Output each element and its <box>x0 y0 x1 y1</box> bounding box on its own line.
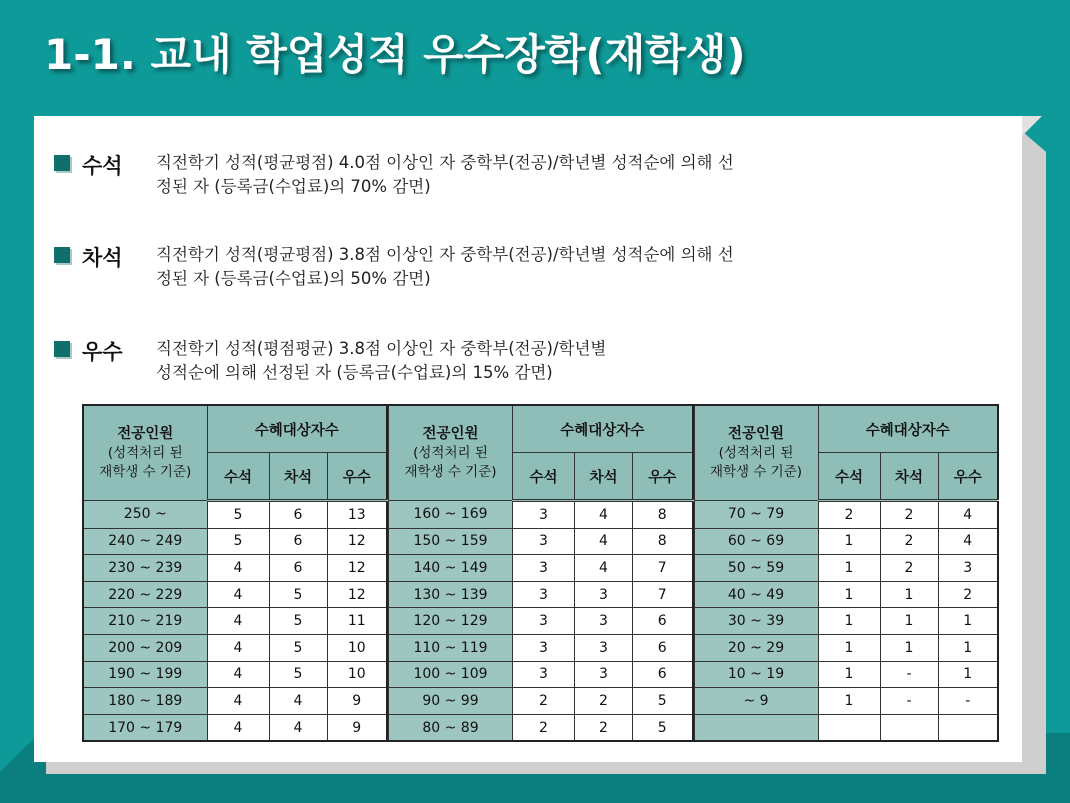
second-place-count: 5 <box>269 634 327 661</box>
range-header-sub: (성적처리 된 <box>413 444 488 461</box>
table-row <box>389 661 693 688</box>
square-bullet-icon <box>54 341 70 357</box>
first-place-header: 수석 <box>818 453 880 501</box>
table-row <box>83 608 387 635</box>
scholarship-tables <box>82 404 999 742</box>
range-header-sub: 재학생 수 기준) <box>709 463 803 480</box>
table-row <box>83 714 387 741</box>
table-row <box>389 581 693 608</box>
first-place-count: 2 <box>513 688 575 715</box>
first-place-count: 1 <box>818 555 880 582</box>
table-row <box>83 581 387 608</box>
merit-count: 5 <box>633 714 693 741</box>
second-place-count: 4 <box>269 714 327 741</box>
first-place-count: 1 <box>818 528 880 555</box>
first-place-count: 4 <box>207 714 269 741</box>
item-label: 차석 <box>82 246 123 270</box>
second-place-count <box>880 714 938 741</box>
second-place-count: 3 <box>575 581 633 608</box>
second-place-count: 4 <box>575 528 633 555</box>
item-label: 우수 <box>82 340 123 364</box>
description-line: 직전학기 성적(평균평점) 3.8점 이상인 자 중학부(전공)/학년별 성적순에 의해 선 <box>156 245 734 264</box>
description-line: 성적순에 의해 선정된 자 (등록금(수업료)의 15% 감면) <box>156 363 553 382</box>
table-row <box>389 714 693 741</box>
merit-count: 4 <box>938 501 998 529</box>
range-header-sub: (성적처리 된 <box>107 444 183 461</box>
merit-count: 2 <box>938 581 998 608</box>
first-place-count: 5 <box>207 501 269 529</box>
description-line: 정된 자 (등록금(수업료)의 70% 감면) <box>156 177 431 196</box>
range-cell: 120 ~ 129 <box>389 608 513 635</box>
first-place-count: 1 <box>818 581 880 608</box>
first-place-count: 3 <box>513 528 575 555</box>
range-header <box>694 405 818 501</box>
merit-count: 1 <box>938 661 998 688</box>
first-place-count: 4 <box>207 555 269 582</box>
range-cell: 220 ~ 229 <box>83 581 207 608</box>
range-cell: 20 ~ 29 <box>694 634 818 661</box>
second-place-count: 4 <box>575 555 633 582</box>
range-cell: 30 ~ 39 <box>694 608 818 635</box>
merit-count: 9 <box>327 688 387 715</box>
first-place-count: 2 <box>513 714 575 741</box>
merit-header: 우수 <box>938 453 998 501</box>
square-bullet-icon <box>54 247 70 263</box>
recipients-table <box>82 404 388 742</box>
description-line: 직전학기 성적(평균평점) 4.0점 이상인 자 중학부(전공)/학년별 성적순에 의해 선 <box>156 153 734 172</box>
second-place-count: 1 <box>880 634 938 661</box>
table-row <box>83 528 387 555</box>
second-place-count: 1 <box>880 608 938 635</box>
table-row <box>389 608 693 635</box>
second-place-count: 3 <box>575 661 633 688</box>
second-place-count: 2 <box>575 714 633 741</box>
second-place-count: 2 <box>880 555 938 582</box>
second-place-header: 차석 <box>880 453 938 501</box>
item-description <box>156 243 916 291</box>
merit-count: 12 <box>327 555 387 582</box>
first-place-count: 4 <box>207 608 269 635</box>
range-header-sub: 재학생 수 기준) <box>404 463 497 480</box>
merit-count: 1 <box>938 634 998 661</box>
range-cell: 210 ~ 219 <box>83 608 207 635</box>
table-row <box>694 688 998 715</box>
merit-count: 6 <box>633 608 693 635</box>
second-place-count: 6 <box>269 528 327 555</box>
range-cell: 250 ~ <box>83 501 207 529</box>
merit-count: 7 <box>633 581 693 608</box>
range-cell: 170 ~ 179 <box>83 714 207 741</box>
table-row <box>694 555 998 582</box>
second-place-count: 5 <box>269 608 327 635</box>
recipients-group-header: 수혜대상자수 <box>513 405 693 453</box>
page-title: 1-1. 교내 학업성적 우수장학(재학생) <box>44 30 746 79</box>
content-slide <box>34 116 1022 762</box>
first-place-count: 4 <box>207 581 269 608</box>
item-label: 수석 <box>82 154 123 178</box>
merit-count: 8 <box>633 528 693 555</box>
second-place-count: 5 <box>269 581 327 608</box>
range-cell: 140 ~ 149 <box>389 555 513 582</box>
second-place-count: 4 <box>269 688 327 715</box>
description-line: 정된 자 (등록금(수업료)의 50% 감면) <box>156 269 431 288</box>
table-row <box>389 688 693 715</box>
first-place-count: 1 <box>818 634 880 661</box>
second-place-count: 5 <box>269 661 327 688</box>
second-place-count: 6 <box>269 555 327 582</box>
merit-count: 3 <box>938 555 998 582</box>
range-cell: 50 ~ 59 <box>694 555 818 582</box>
range-header-sub: (성적처리 된 <box>718 444 794 461</box>
merit-count: 6 <box>633 661 693 688</box>
first-place-header: 수석 <box>207 453 269 501</box>
first-place-count: 2 <box>818 501 880 529</box>
second-place-count: 2 <box>880 528 938 555</box>
range-cell: ~ 9 <box>694 688 818 715</box>
first-place-count: 4 <box>207 634 269 661</box>
second-place-count: - <box>880 688 938 715</box>
table-row <box>694 581 998 608</box>
recipients-group-header: 수혜대상자수 <box>818 405 998 453</box>
merit-count: 12 <box>327 528 387 555</box>
range-cell: 80 ~ 89 <box>389 714 513 741</box>
page-curl <box>1022 116 1042 136</box>
first-place-count: 3 <box>513 634 575 661</box>
merit-count: 7 <box>633 555 693 582</box>
table-row <box>694 714 998 741</box>
first-place-count: 3 <box>513 555 575 582</box>
item-description <box>156 337 916 385</box>
table-row <box>389 555 693 582</box>
merit-count: 8 <box>633 501 693 529</box>
second-place-count: 3 <box>575 608 633 635</box>
range-header-title: 전공인원 <box>117 425 174 442</box>
range-cell <box>694 714 818 741</box>
first-place-count: 3 <box>513 661 575 688</box>
first-place-count: 5 <box>207 528 269 555</box>
range-header-title: 전공인원 <box>422 425 479 442</box>
range-cell: 200 ~ 209 <box>83 634 207 661</box>
item-description <box>156 151 916 199</box>
merit-header: 우수 <box>633 453 693 501</box>
first-place-count: 3 <box>513 581 575 608</box>
second-place-count: 2 <box>575 688 633 715</box>
table-row <box>389 634 693 661</box>
first-place-count: 3 <box>513 501 575 529</box>
table-row <box>694 501 998 529</box>
recipients-table <box>694 404 1000 742</box>
recipients-group-header: 수혜대상자수 <box>207 405 387 453</box>
merit-header: 우수 <box>327 453 387 501</box>
range-cell: 60 ~ 69 <box>694 528 818 555</box>
range-header <box>83 405 207 501</box>
second-place-count: 4 <box>575 501 633 529</box>
table-row <box>694 528 998 555</box>
range-cell: 40 ~ 49 <box>694 581 818 608</box>
merit-count: 11 <box>327 608 387 635</box>
first-place-count: 4 <box>207 661 269 688</box>
range-header <box>389 405 513 501</box>
second-place-count: 6 <box>269 501 327 529</box>
second-place-header: 차석 <box>269 453 327 501</box>
table-row <box>83 555 387 582</box>
merit-count: 5 <box>633 688 693 715</box>
merit-count: 1 <box>938 608 998 635</box>
first-place-count: 3 <box>513 608 575 635</box>
range-cell: 160 ~ 169 <box>389 501 513 529</box>
first-place-count: 1 <box>818 661 880 688</box>
merit-count: 4 <box>938 528 998 555</box>
merit-count: 12 <box>327 581 387 608</box>
second-place-count: 3 <box>575 634 633 661</box>
table-row <box>389 501 693 529</box>
first-place-count: 1 <box>818 688 880 715</box>
range-cell: 130 ~ 139 <box>389 581 513 608</box>
second-place-count: 2 <box>880 501 938 529</box>
range-cell: 10 ~ 19 <box>694 661 818 688</box>
table-row <box>694 634 998 661</box>
table-row <box>83 661 387 688</box>
merit-count: 6 <box>633 634 693 661</box>
description-line: 직전학기 성적(평점평균) 3.8점 이상인 자 중학부(전공)/학년별 <box>156 339 607 358</box>
square-bullet-icon <box>54 155 70 171</box>
merit-count: 13 <box>327 501 387 529</box>
table-row <box>83 688 387 715</box>
second-place-header: 차석 <box>575 453 633 501</box>
merit-count: 10 <box>327 661 387 688</box>
merit-count: - <box>938 688 998 715</box>
range-cell: 230 ~ 239 <box>83 555 207 582</box>
second-place-count: 1 <box>880 581 938 608</box>
range-cell: 70 ~ 79 <box>694 501 818 529</box>
table-row <box>83 634 387 661</box>
recipients-table <box>388 404 694 742</box>
second-place-count: - <box>880 661 938 688</box>
first-place-count <box>818 714 880 741</box>
table-row <box>389 528 693 555</box>
range-cell: 100 ~ 109 <box>389 661 513 688</box>
first-place-count: 4 <box>207 688 269 715</box>
table-row <box>694 661 998 688</box>
merit-count: 10 <box>327 634 387 661</box>
table-row <box>83 501 387 529</box>
range-cell: 180 ~ 189 <box>83 688 207 715</box>
range-cell: 110 ~ 119 <box>389 634 513 661</box>
first-place-header: 수석 <box>513 453 575 501</box>
first-place-count: 1 <box>818 608 880 635</box>
merit-count <box>938 714 998 741</box>
table-row <box>694 608 998 635</box>
range-header-sub: 재학생 수 기준) <box>99 463 192 480</box>
range-cell: 150 ~ 159 <box>389 528 513 555</box>
range-cell: 90 ~ 99 <box>389 688 513 715</box>
range-header-title: 전공인원 <box>727 425 785 442</box>
merit-count: 9 <box>327 714 387 741</box>
range-cell: 240 ~ 249 <box>83 528 207 555</box>
range-cell: 190 ~ 199 <box>83 661 207 688</box>
